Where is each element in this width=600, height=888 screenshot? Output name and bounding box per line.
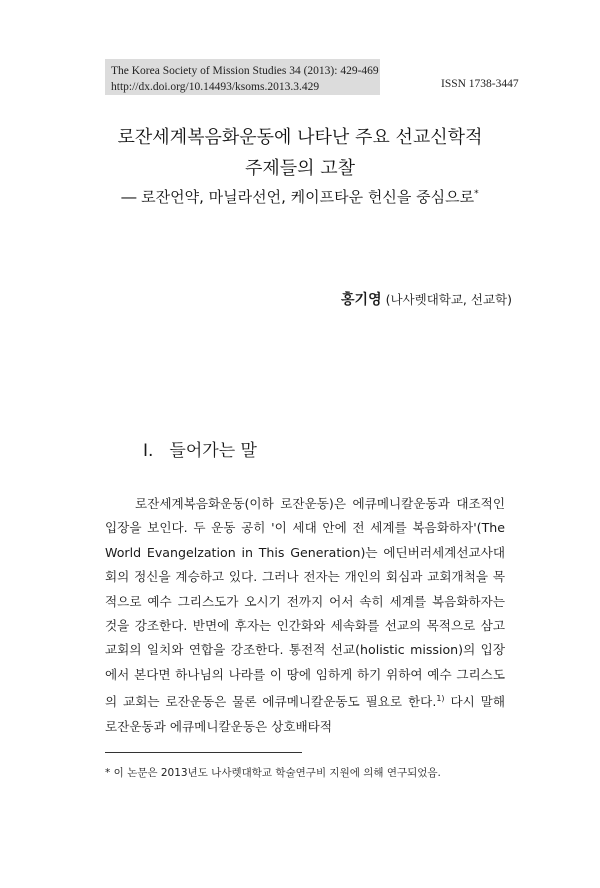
author-affiliation: (나사렛대학교, 선교학) <box>385 292 512 307</box>
author-name: 홍기영 <box>341 292 382 308</box>
article-title-line1: 로잔세계복음화운동에 나타난 주요 선교신학적 <box>117 127 483 148</box>
footnote-text: 이 논문은 2013년도 나사렛대학교 학술연구비 지원에 의해 연구되었음. <box>110 767 441 779</box>
footnote-divider <box>105 752 302 753</box>
footnote-mark: * <box>105 767 111 779</box>
journal-citation-box <box>105 59 380 95</box>
body-text-part1: 로잔세계복음화운동(이하 로잔운동)은 에큐메니칼운동과 대조적인 입장을 보인다. 두 운동 공히 '이 세대 안에 전 세계를 복음화하자'(The World Evangelzation in This Generation)는 에딘버러세계선교사대회의 정신을 계승하고 있다. 그러나 전자는 개인의 회심과 교회개척을 목적으로 예수 그리스도가 오시기 전까지 어서 속히 세계를 복음화하자는 것을 강조한다. 반면에 후자는 인간화와 세속화를 선교의 목적으로 삼고 교회의 일치와 연합을 강조한다. 통전적 선교(holistic mission)의 입장에서 본다면 하나님의 나라를 이 땅에 임하게 하기 위하여 예수 그리스도의 교회는 로잔운동은 물론 에큐메니칼운동도 필요로 한다. <box>105 496 505 710</box>
author-block <box>341 289 512 309</box>
journal-line: The Korea Society of Mission Studies 34 (2013): 429-469 <box>111 65 379 77</box>
footnote-reference[interactable]: 1) <box>436 694 445 704</box>
section-title: 들어가는 말 <box>169 441 257 461</box>
section-heading <box>143 436 257 461</box>
subtitle-text: ― 로잔언약, 마닐라선언, 케이프타운 헌신을 중심으로 <box>121 188 475 206</box>
doi-link[interactable]: http://dx.doi.org/10.14493/ksoms.2013.3.429 <box>111 81 320 93</box>
footnote <box>105 765 441 780</box>
body-text <box>105 492 505 739</box>
body-text-part2: 다시 말해 로잔운동과 에큐메니칼운동은 상호배타적 <box>105 694 505 734</box>
issn: ISSN 1738-3447 <box>441 78 519 90</box>
article-subtitle <box>0 186 600 207</box>
subtitle-footnote-mark[interactable]: * <box>474 189 479 199</box>
article-title-line2: 주제들의 고찰 <box>244 158 356 179</box>
body-paragraph <box>105 492 505 739</box>
section-number: Ⅰ. <box>143 441 154 461</box>
